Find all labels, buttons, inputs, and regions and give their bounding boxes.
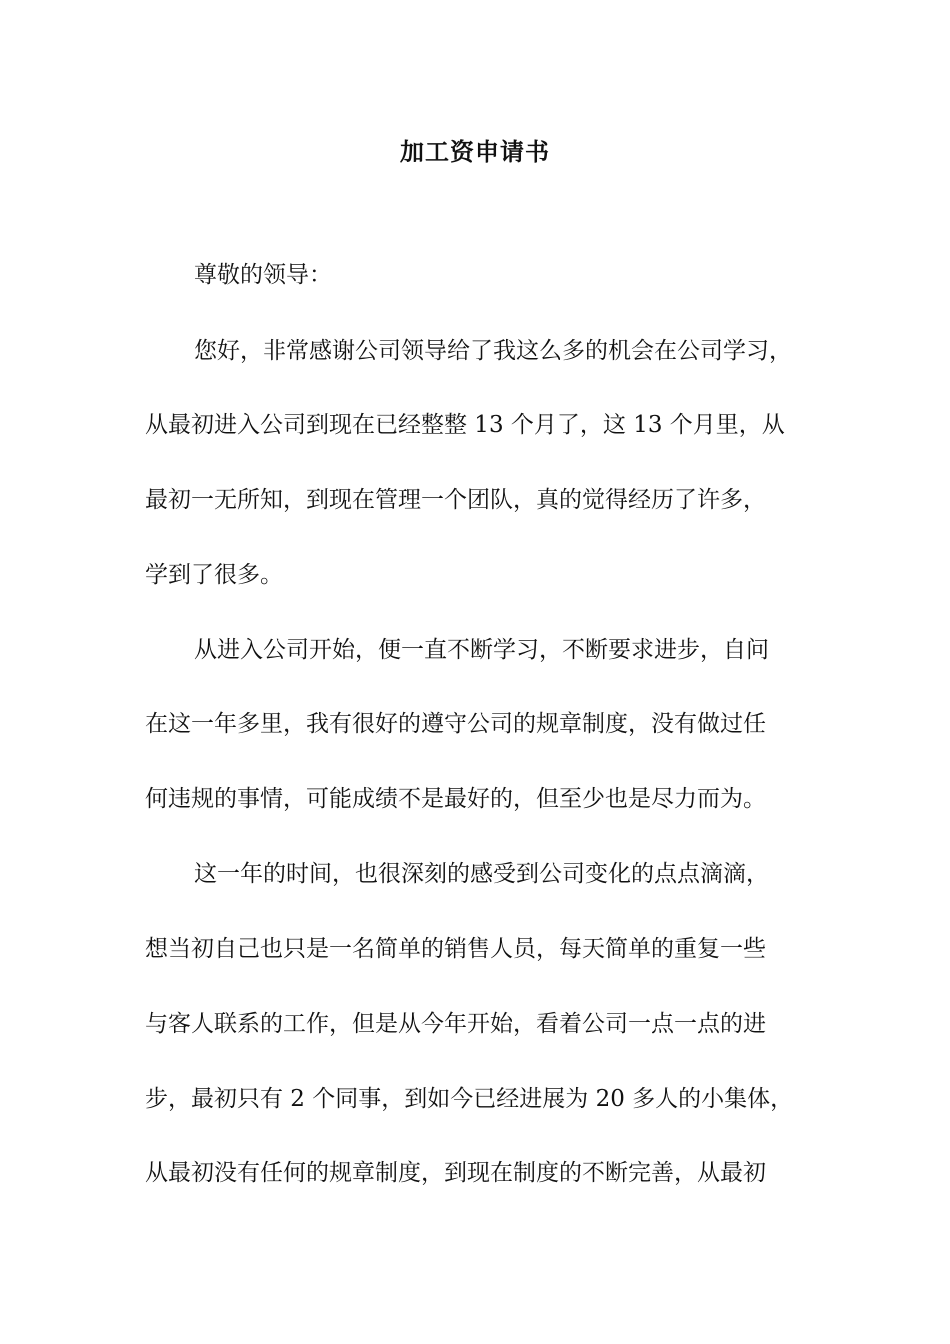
document-title: 加工资申请书 <box>400 137 550 166</box>
paragraph-3-line-3: 与客人联系的工作，但是从今年开始，看着公司一点一点的进 <box>145 1011 766 1037</box>
paragraph-2-line-1: 从进入公司开始，便一直不断学习，不断要求进步，自问 <box>194 637 769 663</box>
paragraph-1-line-1: 您好，非常感谢公司领导给了我这么多的机会在公司学习， <box>194 338 792 364</box>
paragraph-1-line-3: 最初一无所知，到现在管理一个团队，真的觉得经历了许多， <box>145 487 766 513</box>
paragraph-3-line-4: 步，最初只有 2 个同事，到如今已经进展为 20 多人的小集体， <box>145 1086 794 1112</box>
paragraph-3-line-5: 从最初没有任何的规章制度，到现在制度的不断完善，从最初 <box>145 1160 766 1186</box>
paragraph-2-line-3: 何违规的事情，可能成绩不是最好的，但至少也是尽力而为。 <box>145 786 766 812</box>
paragraph-1-line-4: 学到了很多。 <box>145 562 283 588</box>
salutation: 尊敬的领导： <box>194 262 332 288</box>
paragraph-3-line-2: 想当初自己也只是一名简单的销售人员，每天简单的重复一些 <box>145 936 766 962</box>
paragraph-3-line-1: 这一年的时间，也很深刻的感受到公司变化的点点滴滴， <box>194 861 769 887</box>
paragraph-1-line-2: 从最初进入公司到现在已经整整 13 个月了，这 13 个月里，从 <box>145 412 785 438</box>
paragraph-2-line-2: 在这一年多里，我有很好的遵守公司的规章制度，没有做过任 <box>145 711 766 737</box>
